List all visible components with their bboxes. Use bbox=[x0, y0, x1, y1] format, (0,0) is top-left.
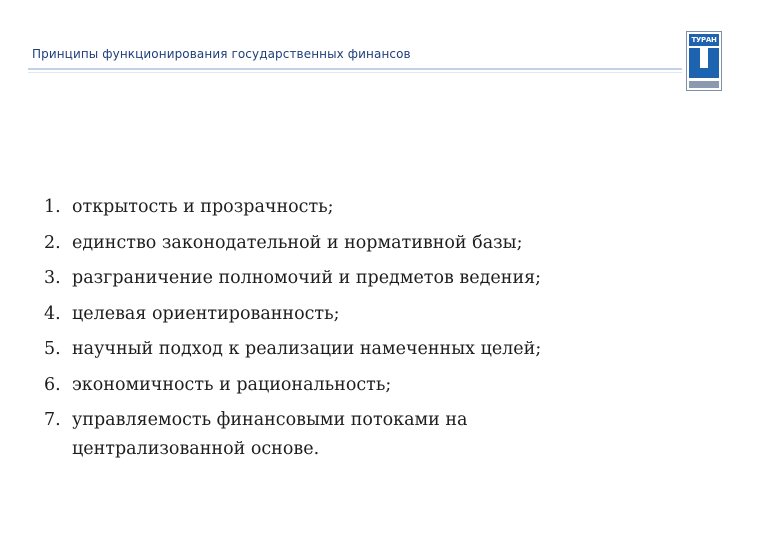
list-item-text: единство законодательной и нормативной базы; bbox=[72, 232, 523, 253]
list-item-number: 2. bbox=[44, 232, 61, 253]
title-underline-secondary bbox=[28, 72, 682, 73]
list-item bbox=[44, 368, 664, 404]
list-item bbox=[44, 190, 664, 226]
list-item-text: экономичность и рациональность; bbox=[72, 374, 392, 395]
list-item bbox=[44, 332, 664, 368]
list-item bbox=[44, 226, 664, 262]
list-item bbox=[44, 297, 664, 333]
slide-title: Принципы функционирования государственных финансов bbox=[32, 47, 411, 61]
list-item-number: 3. bbox=[44, 268, 61, 288]
list-item-number: 5. bbox=[44, 339, 61, 359]
logo-caption-bar bbox=[689, 81, 719, 88]
logo-wordmark: ТУРАН bbox=[689, 34, 719, 46]
list-item-text: научный подход к реализации намеченных целей; bbox=[72, 339, 542, 359]
list-item-text: открытость и прозрачность; bbox=[72, 197, 334, 217]
list-item-text: управляемость финансовыми потоками на централизованной основе. bbox=[72, 410, 468, 459]
list-item-text: целевая ориентированность; bbox=[72, 303, 340, 324]
title-underline bbox=[28, 68, 682, 70]
list-item bbox=[44, 403, 664, 464]
list-item bbox=[44, 261, 664, 297]
principles-list bbox=[44, 190, 664, 464]
turan-university-logo-icon bbox=[686, 31, 722, 91]
logo-u-mark bbox=[689, 48, 719, 78]
list-item-number: 7. bbox=[44, 410, 61, 430]
list-item-number: 6. bbox=[44, 374, 61, 395]
list-item-text: разграничение полномочий и предметов ведения; bbox=[72, 268, 542, 288]
list-item-number: 1. bbox=[44, 197, 61, 217]
list-item-number: 4. bbox=[44, 303, 61, 324]
